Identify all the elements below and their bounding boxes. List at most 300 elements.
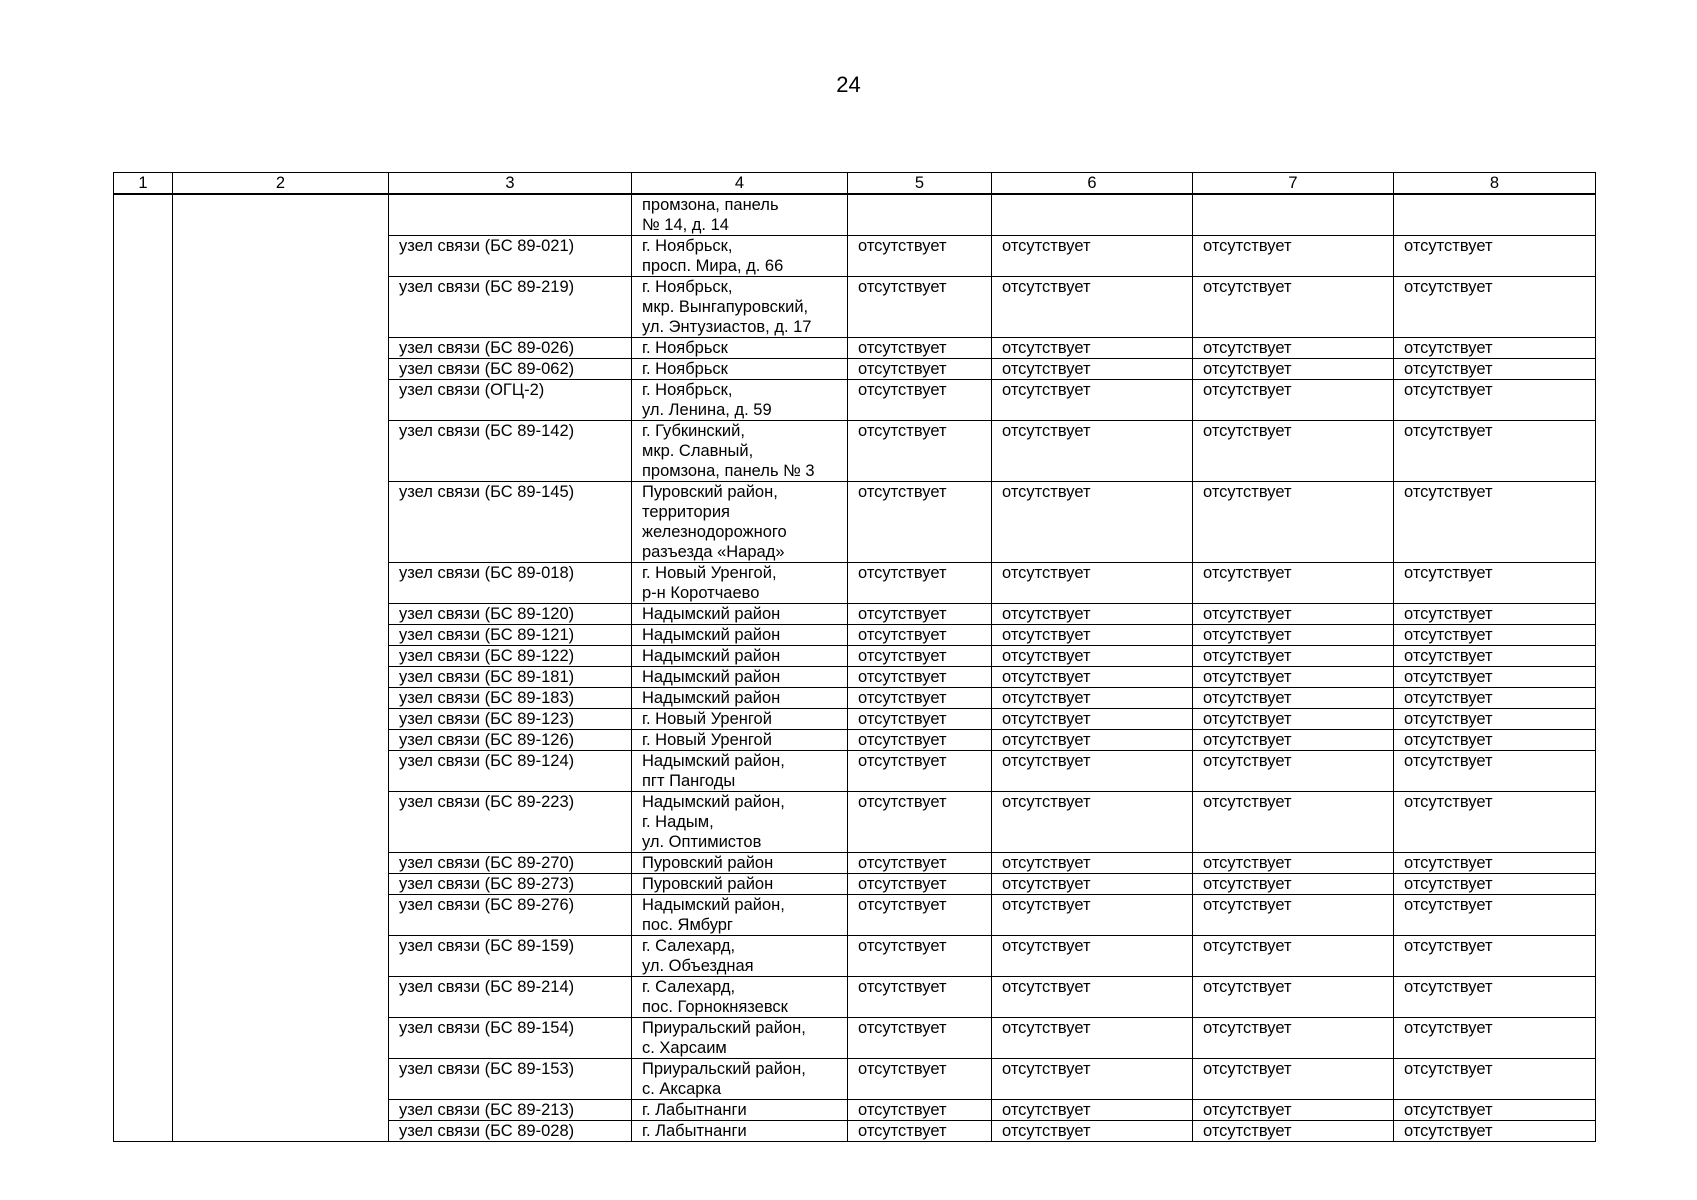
cell-text: отсутствует xyxy=(1203,731,1292,749)
cell-text: Надымский район xyxy=(642,626,781,644)
cell-text: Надымский район, г. Надым, ул. Оптимистов xyxy=(642,793,785,851)
cell-text: отсутствует xyxy=(1002,1122,1091,1140)
cell-col-4 xyxy=(632,792,848,853)
cell-col-5 xyxy=(848,874,992,895)
cell-col-5 xyxy=(848,936,992,977)
cell-text: отсутствует xyxy=(1203,937,1292,955)
cell-col-6 xyxy=(992,667,1193,688)
cell-col-8 xyxy=(1394,421,1596,482)
cell-text: отсутствует xyxy=(1203,896,1292,914)
cell-text: отсутствует xyxy=(1002,937,1091,955)
cell-text: отсутствует xyxy=(858,626,947,644)
cell-col-6 xyxy=(992,277,1193,338)
cell-col-5 xyxy=(848,1121,992,1142)
cell-col-7 xyxy=(1193,380,1394,421)
cell-text: узел связи (БС 89-273) xyxy=(399,875,575,893)
cell-text: узел связи (БС 89-213) xyxy=(399,1101,575,1119)
cell-col-2 xyxy=(173,194,389,1142)
cell-col-6 xyxy=(992,1059,1193,1100)
cell-text: отсутствует xyxy=(858,875,947,893)
cell-text: отсутствует xyxy=(1002,731,1091,749)
cell-text: г. Салехард, пос. Горнокнязевск xyxy=(642,978,788,1016)
cell-col-3 xyxy=(389,646,632,667)
cell-col-5 xyxy=(848,895,992,936)
cell-col-6 xyxy=(992,1018,1193,1059)
cell-col-5 xyxy=(848,709,992,730)
cell-text: отсутствует xyxy=(1404,381,1493,399)
cell-text: отсутствует xyxy=(1002,278,1091,296)
cell-col-4 xyxy=(632,563,848,604)
cell-col-5 xyxy=(848,194,992,236)
cell-col-7 xyxy=(1193,421,1394,482)
cell-text: отсутствует xyxy=(1002,1101,1091,1119)
cell-col-5 xyxy=(848,853,992,874)
cell-text: узел связи (БС 89-120) xyxy=(399,605,575,623)
cell-col-8 xyxy=(1394,277,1596,338)
cell-col-7 xyxy=(1193,895,1394,936)
cell-col-7 xyxy=(1193,1121,1394,1142)
column-header: 3 xyxy=(389,173,632,195)
cell-col-3 xyxy=(389,853,632,874)
page-number: 24 xyxy=(836,72,861,97)
cell-col-7 xyxy=(1193,359,1394,380)
cell-text: отсутствует xyxy=(1203,605,1292,623)
cell-text: отсутствует xyxy=(1404,731,1493,749)
cell-text: узел связи (БС 89-181) xyxy=(399,668,575,686)
cell-col-6 xyxy=(992,646,1193,667)
cell-text: Надымский район, пгт Пангоды xyxy=(642,752,785,790)
cell-col-6 xyxy=(992,482,1193,563)
cell-col-7 xyxy=(1193,977,1394,1018)
table-body xyxy=(114,194,1596,1142)
cell-col-8 xyxy=(1394,667,1596,688)
cell-text: отсутствует xyxy=(858,710,947,728)
cell-text: г. Лабытнанги xyxy=(642,1122,747,1140)
cell-text: отсутствует xyxy=(858,237,947,255)
cell-text: Надымский район xyxy=(642,668,781,686)
cell-col-7 xyxy=(1193,604,1394,625)
cell-col-6 xyxy=(992,380,1193,421)
cell-text: отсутствует xyxy=(1404,937,1493,955)
cell-text: отсутствует xyxy=(1404,896,1493,914)
cell-col-3 xyxy=(389,977,632,1018)
cell-text: отсутствует xyxy=(1404,752,1493,770)
cell-text: отсутствует xyxy=(1203,1101,1292,1119)
cell-text: узел связи (БС 89-126) xyxy=(399,731,575,749)
cell-text: отсутствует xyxy=(858,1060,947,1078)
cell-col-8 xyxy=(1394,688,1596,709)
cell-text: отсутствует xyxy=(1203,689,1292,707)
cell-text: отсутствует xyxy=(858,647,947,665)
cell-col-8 xyxy=(1394,604,1596,625)
table-row xyxy=(114,194,1596,236)
cell-col-8 xyxy=(1394,977,1596,1018)
cell-col-6 xyxy=(992,563,1193,604)
cell-text: узел связи (БС 89-142) xyxy=(399,422,575,440)
cell-text: узел связи (БС 89-153) xyxy=(399,1060,575,1078)
column-header: 4 xyxy=(632,173,848,195)
cell-col-5 xyxy=(848,646,992,667)
cell-text: промзона, панель № 14, д. 14 xyxy=(642,196,779,234)
cell-col-4 xyxy=(632,380,848,421)
cell-col-6 xyxy=(992,1121,1193,1142)
cell-col-8 xyxy=(1394,936,1596,977)
cell-col-8 xyxy=(1394,709,1596,730)
cell-text: отсутствует xyxy=(1404,668,1493,686)
cell-col-6 xyxy=(992,625,1193,646)
cell-text: отсутствует xyxy=(1203,237,1292,255)
cell-col-3 xyxy=(389,563,632,604)
cell-text: отсутствует xyxy=(1404,854,1493,872)
cell-col-6 xyxy=(992,751,1193,792)
cell-col-6 xyxy=(992,1100,1193,1121)
cell-col-6 xyxy=(992,359,1193,380)
cell-col-6 xyxy=(992,895,1193,936)
cell-text: узел связи (БС 89-123) xyxy=(399,710,575,728)
cell-text: узел связи (БС 89-122) xyxy=(399,647,575,665)
cell-col-3 xyxy=(389,936,632,977)
cell-text: г. Ноябрьск xyxy=(642,339,728,357)
cell-text: отсутствует xyxy=(1002,854,1091,872)
cell-text: отсутствует xyxy=(1203,564,1292,582)
cell-text: отсутствует xyxy=(1002,237,1091,255)
cell-col-4 xyxy=(632,604,848,625)
cell-col-1 xyxy=(114,194,173,1142)
column-header: 6 xyxy=(992,173,1193,195)
cell-col-8 xyxy=(1394,338,1596,359)
cell-col-4 xyxy=(632,646,848,667)
cell-col-4 xyxy=(632,194,848,236)
cell-col-4 xyxy=(632,709,848,730)
cell-col-7 xyxy=(1193,853,1394,874)
cell-col-8 xyxy=(1394,194,1596,236)
cell-text: отсутствует xyxy=(1404,978,1493,996)
cell-text: отсутствует xyxy=(1002,381,1091,399)
cell-col-4 xyxy=(632,359,848,380)
cell-col-3 xyxy=(389,277,632,338)
cell-text: отсутствует xyxy=(1404,1122,1493,1140)
cell-text: отсутствует xyxy=(1203,668,1292,686)
cell-col-4 xyxy=(632,751,848,792)
cell-text: отсутствует xyxy=(1002,647,1091,665)
cell-col-5 xyxy=(848,380,992,421)
cell-text: узел связи (БС 89-145) xyxy=(399,483,575,501)
cell-col-8 xyxy=(1394,895,1596,936)
cell-text: отсутствует xyxy=(1203,626,1292,644)
cell-text: отсутствует xyxy=(1002,689,1091,707)
cell-col-5 xyxy=(848,977,992,1018)
cell-col-4 xyxy=(632,625,848,646)
cell-text: узел связи (БС 89-276) xyxy=(399,896,575,914)
cell-text: узел связи (БС 89-154) xyxy=(399,1019,575,1037)
cell-col-5 xyxy=(848,338,992,359)
cell-col-3 xyxy=(389,338,632,359)
cell-text: отсутствует xyxy=(1002,710,1091,728)
cell-text: отсутствует xyxy=(1002,360,1091,378)
cell-col-3 xyxy=(389,895,632,936)
cell-text: узел связи (БС 89-062) xyxy=(399,360,575,378)
column-header: 1 xyxy=(114,173,173,195)
cell-text: отсутствует xyxy=(858,896,947,914)
cell-col-5 xyxy=(848,751,992,792)
cell-text: отсутствует xyxy=(1002,875,1091,893)
cell-col-6 xyxy=(992,421,1193,482)
cell-col-5 xyxy=(848,421,992,482)
cell-text: отсутствует xyxy=(858,339,947,357)
cell-col-5 xyxy=(848,563,992,604)
cell-text: отсутствует xyxy=(1404,647,1493,665)
cell-col-4 xyxy=(632,853,848,874)
cell-text: отсутствует xyxy=(858,1122,947,1140)
cell-col-7 xyxy=(1193,792,1394,853)
cell-text: отсутствует xyxy=(1404,339,1493,357)
cell-text: отсутствует xyxy=(1203,647,1292,665)
cell-col-3 xyxy=(389,688,632,709)
cell-col-8 xyxy=(1394,359,1596,380)
cell-text: узел связи (БС 89-121) xyxy=(399,626,575,644)
cell-text: отсутствует xyxy=(1404,710,1493,728)
cell-col-5 xyxy=(848,1100,992,1121)
cell-text: отсутствует xyxy=(1203,339,1292,357)
cell-text: отсутствует xyxy=(1203,710,1292,728)
cell-text: узел связи (ОГЦ-2) xyxy=(399,381,545,399)
cell-col-7 xyxy=(1193,1018,1394,1059)
cell-text: г. Ноябрьск xyxy=(642,360,728,378)
cell-col-5 xyxy=(848,667,992,688)
cell-col-4 xyxy=(632,977,848,1018)
cell-text: отсутствует xyxy=(1002,626,1091,644)
cell-text: узел связи (БС 89-026) xyxy=(399,339,575,357)
cell-text: отсутствует xyxy=(1203,752,1292,770)
cell-text: отсутствует xyxy=(1404,1060,1493,1078)
cell-text: отсутствует xyxy=(1203,1019,1292,1037)
cell-text: г. Салехард, ул. Объездная xyxy=(642,937,754,975)
cell-col-3 xyxy=(389,482,632,563)
cell-text: отсутствует xyxy=(1002,978,1091,996)
cell-text: отсутствует xyxy=(1203,978,1292,996)
cell-text: отсутствует xyxy=(1002,668,1091,686)
cell-col-7 xyxy=(1193,563,1394,604)
cell-text: отсутствует xyxy=(1404,483,1493,501)
cell-text: отсутствует xyxy=(858,381,947,399)
cell-text: отсутствует xyxy=(858,605,947,623)
cell-text: отсутствует xyxy=(1404,360,1493,378)
cell-text: отсутствует xyxy=(1203,278,1292,296)
cell-text: отсутствует xyxy=(858,937,947,955)
cell-col-5 xyxy=(848,236,992,277)
cell-col-7 xyxy=(1193,751,1394,792)
cell-col-4 xyxy=(632,338,848,359)
registry-table xyxy=(113,172,1596,1142)
cell-text: Приуральский район, с. Харсаим xyxy=(642,1019,806,1057)
cell-col-8 xyxy=(1394,874,1596,895)
cell-text: отсутствует xyxy=(858,854,947,872)
cell-text: отсутствует xyxy=(858,422,947,440)
cell-col-8 xyxy=(1394,563,1596,604)
cell-col-4 xyxy=(632,277,848,338)
cell-text: отсутствует xyxy=(1203,1122,1292,1140)
cell-text: отсутствует xyxy=(858,1019,947,1037)
cell-text: отсутствует xyxy=(1002,1060,1091,1078)
cell-col-7 xyxy=(1193,338,1394,359)
cell-col-8 xyxy=(1394,1100,1596,1121)
cell-text: отсутствует xyxy=(1404,875,1493,893)
cell-text: узел связи (БС 89-183) xyxy=(399,689,575,707)
cell-col-4 xyxy=(632,895,848,936)
cell-text: узел связи (БС 89-021) xyxy=(399,237,575,255)
cell-col-8 xyxy=(1394,751,1596,792)
cell-text: узел связи (БС 89-219) xyxy=(399,278,575,296)
cell-col-5 xyxy=(848,359,992,380)
cell-col-4 xyxy=(632,1018,848,1059)
cell-text: отсутствует xyxy=(1203,1060,1292,1078)
cell-col-8 xyxy=(1394,1121,1596,1142)
cell-text: отсутствует xyxy=(858,668,947,686)
column-header: 2 xyxy=(173,173,389,195)
cell-col-7 xyxy=(1193,646,1394,667)
cell-text: отсутствует xyxy=(1404,689,1493,707)
cell-col-3 xyxy=(389,751,632,792)
cell-col-3 xyxy=(389,792,632,853)
cell-text: отсутствует xyxy=(858,752,947,770)
cell-col-7 xyxy=(1193,709,1394,730)
cell-text: г. Новый Уренгой xyxy=(642,731,772,749)
cell-text: отсутствует xyxy=(1203,381,1292,399)
cell-col-8 xyxy=(1394,792,1596,853)
cell-col-4 xyxy=(632,236,848,277)
cell-col-3 xyxy=(389,1059,632,1100)
cell-col-8 xyxy=(1394,646,1596,667)
cell-text: отсутствует xyxy=(1203,483,1292,501)
cell-text: Надымский район xyxy=(642,647,781,665)
cell-col-5 xyxy=(848,1059,992,1100)
cell-text: отсутствует xyxy=(1404,626,1493,644)
cell-col-7 xyxy=(1193,874,1394,895)
cell-text: отсутствует xyxy=(858,689,947,707)
cell-col-4 xyxy=(632,730,848,751)
cell-text: отсутствует xyxy=(1203,854,1292,872)
cell-text: г. Лабытнанги xyxy=(642,1101,747,1119)
cell-col-4 xyxy=(632,1059,848,1100)
cell-text: узел связи (БС 89-159) xyxy=(399,937,575,955)
cell-text: г. Новый Уренгой xyxy=(642,710,772,728)
cell-col-6 xyxy=(992,977,1193,1018)
cell-text: отсутствует xyxy=(1002,605,1091,623)
cell-text: отсутствует xyxy=(1002,1019,1091,1037)
cell-col-8 xyxy=(1394,380,1596,421)
cell-text: отсутствует xyxy=(1203,793,1292,811)
cell-col-7 xyxy=(1193,625,1394,646)
cell-text: отсутствует xyxy=(1002,339,1091,357)
cell-text: Приуральский район, с. Аксарка xyxy=(642,1060,806,1098)
cell-text: отсутствует xyxy=(1404,237,1493,255)
cell-text: г. Ноябрьск, мкр. Вынгапуровский, ул. Энтузиастов, д. 17 xyxy=(642,278,812,336)
cell-text: отсутствует xyxy=(858,278,947,296)
cell-text: Пуровский район, территория железнодорожного разъезда «Нарад» xyxy=(642,483,787,561)
cell-col-6 xyxy=(992,936,1193,977)
cell-col-6 xyxy=(992,194,1193,236)
cell-col-4 xyxy=(632,1100,848,1121)
cell-col-3 xyxy=(389,421,632,482)
cell-col-8 xyxy=(1394,482,1596,563)
column-header: 8 xyxy=(1394,173,1596,195)
cell-text: г. Новый Уренгой, р-н Коротчаево xyxy=(642,564,777,602)
cell-text: отсутствует xyxy=(1002,564,1091,582)
cell-text: отсутствует xyxy=(858,483,947,501)
cell-col-5 xyxy=(848,1018,992,1059)
cell-text: отсутствует xyxy=(858,360,947,378)
cell-text: узел связи (БС 89-214) xyxy=(399,978,575,996)
cell-text: отсутствует xyxy=(1002,896,1091,914)
cell-text: отсутствует xyxy=(1404,793,1493,811)
cell-col-6 xyxy=(992,730,1193,751)
cell-text: узел связи (БС 89-270) xyxy=(399,854,575,872)
cell-col-5 xyxy=(848,482,992,563)
cell-text: узел связи (БС 89-124) xyxy=(399,752,575,770)
cell-col-7 xyxy=(1193,1059,1394,1100)
cell-text: отсутствует xyxy=(1002,752,1091,770)
cell-text: отсутствует xyxy=(858,731,947,749)
cell-col-5 xyxy=(848,277,992,338)
cell-col-3 xyxy=(389,667,632,688)
cell-col-8 xyxy=(1394,625,1596,646)
cell-col-5 xyxy=(848,688,992,709)
cell-text: г. Ноябрьск, просп. Мира, д. 66 xyxy=(642,237,784,275)
cell-col-6 xyxy=(992,792,1193,853)
cell-col-6 xyxy=(992,853,1193,874)
column-header: 5 xyxy=(848,173,992,195)
cell-col-7 xyxy=(1193,730,1394,751)
cell-col-8 xyxy=(1394,730,1596,751)
cell-text: отсутствует xyxy=(1404,1101,1493,1119)
cell-col-6 xyxy=(992,338,1193,359)
cell-col-7 xyxy=(1193,194,1394,236)
cell-text: отсутствует xyxy=(1404,278,1493,296)
cell-col-5 xyxy=(848,730,992,751)
cell-col-3 xyxy=(389,874,632,895)
cell-col-4 xyxy=(632,482,848,563)
cell-col-8 xyxy=(1394,853,1596,874)
cell-text: отсутствует xyxy=(1203,875,1292,893)
cell-col-3 xyxy=(389,1121,632,1142)
cell-col-7 xyxy=(1193,236,1394,277)
cell-col-8 xyxy=(1394,1059,1596,1100)
cell-text: отсутствует xyxy=(858,978,947,996)
cell-col-7 xyxy=(1193,277,1394,338)
cell-col-6 xyxy=(992,709,1193,730)
cell-col-3 xyxy=(389,380,632,421)
cell-text: отсутствует xyxy=(858,793,947,811)
cell-text: отсутствует xyxy=(1203,360,1292,378)
cell-text: г. Ноябрьск, ул. Ленина, д. 59 xyxy=(642,381,772,419)
column-header: 7 xyxy=(1193,173,1394,195)
cell-col-4 xyxy=(632,667,848,688)
cell-col-4 xyxy=(632,1121,848,1142)
cell-text: Пуровский район xyxy=(642,875,774,893)
cell-text: отсутствует xyxy=(1404,422,1493,440)
cell-col-6 xyxy=(992,874,1193,895)
cell-col-3 xyxy=(389,236,632,277)
cell-col-4 xyxy=(632,421,848,482)
cell-col-6 xyxy=(992,604,1193,625)
cell-col-7 xyxy=(1193,688,1394,709)
cell-text: узел связи (БС 89-223) xyxy=(399,793,575,811)
cell-col-4 xyxy=(632,688,848,709)
cell-col-3 xyxy=(389,730,632,751)
cell-col-7 xyxy=(1193,667,1394,688)
cell-col-8 xyxy=(1394,236,1596,277)
cell-text: узел связи (БС 89-018) xyxy=(399,564,575,582)
